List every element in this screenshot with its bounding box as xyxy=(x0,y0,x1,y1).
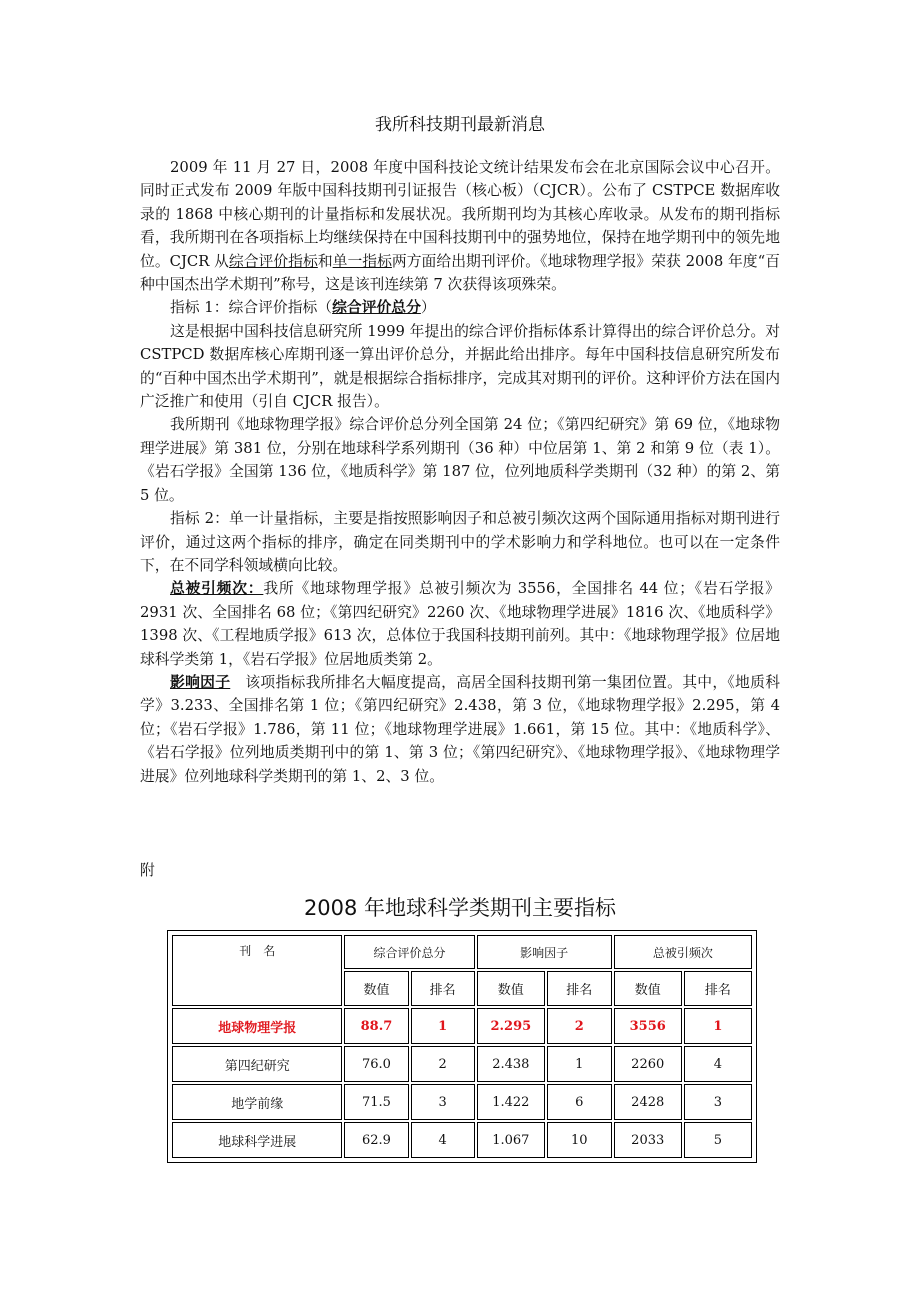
link-single-index[interactable]: 单一指标 xyxy=(332,252,392,270)
total-citations-rank: 1 xyxy=(684,1008,752,1044)
subheader-value: 数值 xyxy=(477,971,545,1006)
paragraph-intro-text-a: 2009 年 11 月 27 日，2008 年度中国科技论文统计结果发布会在北京国际会议中心召开。同时正式发布 2009 年版中国科技期刊引证报告（核心板）（CJCR）。公布了 CSTPCE 数据库收录的 1868 中核心期刊的计量指标和发展状况。我所期刊均为其核心库收录。从发布的期刊指标看，我所期刊在各项指标上均继续保持在中国科技期刊中的强势地位，保持在地学期刊中的领先地位。CJCR 从 xyxy=(140,159,780,270)
composite-rank: 2 xyxy=(411,1046,475,1082)
paragraph-indicator-2: 指标 2：单一计量指标，主要是指按照影响因子和总被引频次这两个国际通用指标对期刊进行评价，通过这两个指标的排序，确定在同类期刊中的学术影响力和学科地位。也可以在一定条件下，在不同学科领域横向比较。 xyxy=(140,510,780,574)
header-journal-name: 刊 名 xyxy=(172,935,342,1006)
paragraph-intro xyxy=(140,156,780,296)
document-body xyxy=(140,156,780,788)
total-citations: 3556 xyxy=(614,1008,682,1044)
header-impact-factor: 影响因子 xyxy=(477,935,612,969)
indicator-table-frame xyxy=(167,930,757,1163)
impact-factor: 2.438 xyxy=(477,1046,545,1082)
impact-factor: 1.422 xyxy=(477,1084,545,1120)
journal-name: 地球物理学报 xyxy=(172,1008,342,1044)
impact-factor-rank: 10 xyxy=(547,1122,612,1158)
journal-name: 地球科学进展 xyxy=(172,1122,342,1158)
composite-rank: 3 xyxy=(411,1084,475,1120)
paragraph-method: 这是根据中国科技信息研究所 1999 年提出的综合评价指标体系计算得出的综合评价总分。对 CSTPCD 数据库核心库期刊逐一算出评价总分，并据此给出排序。每年中国科技信息研究所发布的“百种中国杰出学术期刊”，就是根据综合指标排序，完成其对期刊的评价。这种评价方法在国内广泛推广和使用（引自 CJCR 报告）。 xyxy=(140,322,780,411)
indicator-table xyxy=(170,933,754,1160)
total-citations: 2260 xyxy=(614,1046,682,1082)
header-composite-score: 综合评价总分 xyxy=(344,935,474,969)
document-title: 我所科技期刊最新消息 xyxy=(375,115,545,135)
table-row xyxy=(172,1084,752,1120)
table-row xyxy=(172,1122,752,1158)
impact-factor-rank: 1 xyxy=(547,1046,612,1082)
table-title: 2008 年地球科学类期刊主要指标 xyxy=(303,896,617,920)
paragraph-ranking: 我所期刊《地球物理学报》综合评价总分列全国第 24 位；《第四纪研究》第 69 位，《地球物理学进展》第 381 位，分别在地球科学系列期刊（36 种）中位居第 1、第 2 和第 9 位（表 1）。《岩石学报》全国第 136 位，《地质科学》第 187 位，位列地质科学类期刊（32 种）的第 2、第 5 位。 xyxy=(140,416,780,504)
impact-factor: 2.295 xyxy=(477,1008,545,1044)
impact-factor-rank: 2 xyxy=(547,1008,612,1044)
composite-score: 62.9 xyxy=(344,1122,408,1158)
total-citations-rank: 5 xyxy=(684,1122,752,1158)
subheader-value: 数值 xyxy=(344,971,408,1006)
indicator-1-label: 指标 1：综合评价指标（ xyxy=(170,299,333,317)
composite-score: 88.7 xyxy=(344,1008,408,1044)
citations-label: 总被引频次： xyxy=(170,580,264,598)
composite-score: 71.5 xyxy=(344,1084,408,1120)
citations-text: 我所《地球物理学报》总被引频次为 3556，全国排名 44 位；《岩石学报》2931 次、全国排名 68 位；《第四纪研究》2260 次、《地球物理学进展》1816 次、《地质科学》1398 次、《工程地质学报》613 次，总体位于我国科技期刊前列。其中：《地球物理学报》位居地球科学类第 1，《岩石学报》位居地质类第 2。 xyxy=(140,580,780,668)
indicator-1-term: 综合评价总分 xyxy=(332,299,421,317)
paragraph-intro-text-c: 两方面给出期刊评价。《地球物理学报》荣获 2008 年度“百种中国杰出学术期刊”称号，这是该刊连续第 7 次获得该项殊荣。 xyxy=(140,252,780,294)
table-row xyxy=(172,1008,752,1044)
impact-factor-text: 该项指标我所排名大幅度提高，高居全国科技期刊第一集团位置。其中，《地质科学》3.233、全国排名第 1 位；《第四纪研究》2.438，第 3 位，《地球物理学报》2.295，第 4 位；《岩石学报》1.786，第 11 位；《地球物理学进展》1.661，第 15 位。其中：《地质科学》、《岩石学报》位列地质类期刊中的第 1、第 3 位；《第四纪研究》、《地球物理学报》、《地球物理学进展》位列地球科学类期刊的第 1、2、3 位。 xyxy=(140,673,780,785)
header-total-citations: 总被引频次 xyxy=(614,935,752,969)
subheader-value: 数值 xyxy=(614,971,682,1006)
link-comprehensive-index[interactable]: 综合评价指标 xyxy=(228,252,318,270)
table-row xyxy=(172,1046,752,1082)
total-citations-rank: 4 xyxy=(684,1046,752,1082)
impact-factor-rank: 6 xyxy=(547,1084,612,1120)
impact-factor-label: 影响因子 xyxy=(170,673,231,691)
subheader-rank: 排名 xyxy=(684,971,752,1006)
composite-rank: 4 xyxy=(411,1122,475,1158)
total-citations: 2033 xyxy=(614,1122,682,1158)
composite-rank: 1 xyxy=(411,1008,475,1044)
table-header-row xyxy=(172,935,752,969)
impact-factor: 1.067 xyxy=(477,1122,545,1158)
composite-score: 76.0 xyxy=(344,1046,408,1082)
subheader-rank: 排名 xyxy=(547,971,612,1006)
indicator-1-close: ） xyxy=(420,299,436,317)
total-citations: 2428 xyxy=(614,1084,682,1120)
subheader-rank: 排名 xyxy=(411,971,475,1006)
paragraph-intro-text-b: 和 xyxy=(317,252,333,270)
total-citations-rank: 3 xyxy=(684,1084,752,1120)
appendix-label: 附 xyxy=(140,862,155,879)
paragraph-impact-factor xyxy=(140,671,780,788)
journal-name: 第四纪研究 xyxy=(172,1046,342,1082)
indicator-1-heading xyxy=(140,296,780,319)
journal-name: 地学前缘 xyxy=(172,1084,342,1120)
paragraph-citations xyxy=(140,577,780,671)
